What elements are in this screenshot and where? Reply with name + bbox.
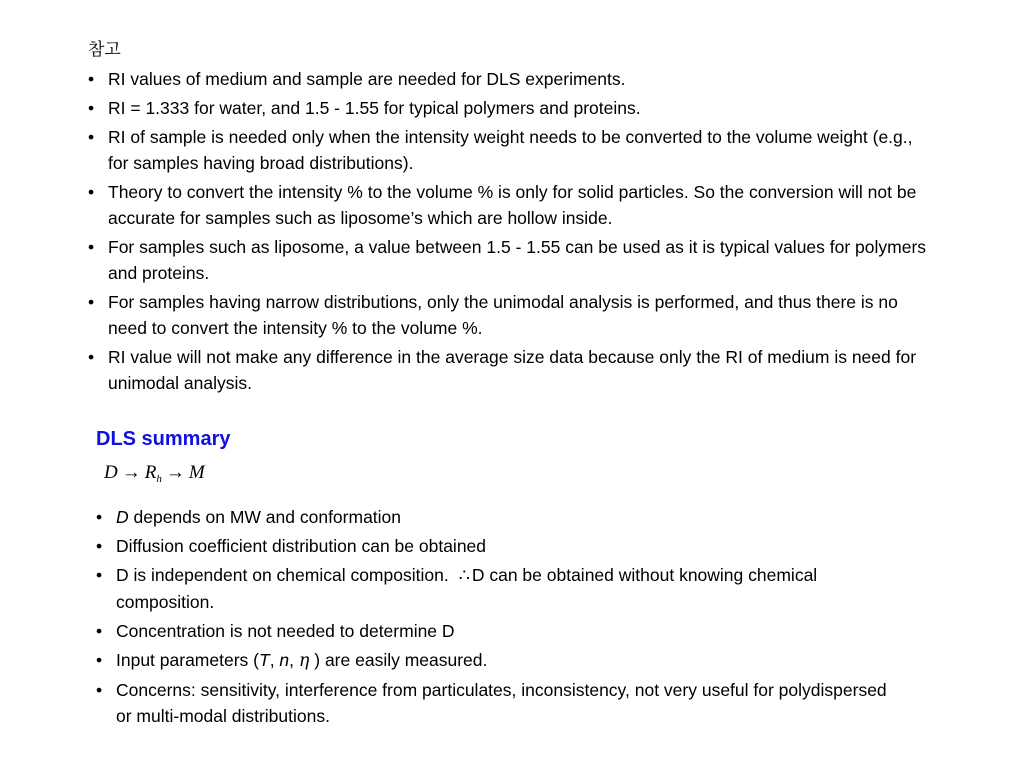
list-item — [96, 533, 896, 559]
list-item-text: For samples such as liposome, a value between 1.5 - 1.55 can be used as it is typical values for polymers and proteins. — [108, 237, 927, 283]
list-item — [88, 344, 928, 396]
list-item — [96, 618, 896, 644]
list-item — [88, 95, 928, 121]
list-item — [88, 66, 928, 92]
bullet-icon: • — [88, 127, 95, 147]
bullet-icon: • — [96, 565, 103, 585]
bullet-icon: • — [88, 347, 95, 367]
list-item-text: D is independent on chemical composition. — [116, 565, 449, 585]
summary-list — [96, 504, 896, 732]
dls-summary-title: DLS summary — [96, 428, 231, 450]
list-item-text: D can be obtained without knowing chemical composition. — [116, 565, 818, 612]
bullet-icon: • — [88, 237, 95, 257]
list-item-text: Input parameters ( — [116, 650, 259, 670]
list-item-text: Theory to convert the intensity % to the volume % is only for solid particles. So the conversion will not be accurate for samples such as liposome’s which are hollow inside. — [108, 182, 917, 228]
bullet-icon: • — [96, 536, 103, 556]
list-item — [96, 562, 896, 615]
separator: , — [289, 650, 299, 670]
formula-d: D — [104, 462, 118, 483]
list-item-text: RI = 1.333 for water, and 1.5 - 1.55 for typical polymers and proteins. — [108, 98, 641, 118]
list-item — [96, 504, 896, 530]
list-item-text: Concentration is not needed to determine D — [116, 621, 455, 641]
list-item-text: For samples having narrow distributions, only the unimodal analysis is performed, and thus there is no need to convert the intensity % to the volume %. — [108, 292, 898, 338]
bullet-icon: • — [88, 98, 95, 118]
list-item — [96, 677, 896, 729]
therefore-icon: ∴ — [458, 566, 470, 586]
list-item — [88, 179, 928, 231]
list-item — [96, 647, 896, 674]
bullet-icon: • — [88, 182, 95, 202]
list-item-text: RI values of medium and sample are needed for DLS experiments. — [108, 69, 626, 89]
formula-r: R — [144, 462, 157, 483]
list-item-text: Concerns: sensitivity, interference from particulates, inconsistency, not very useful for polydispersed or multi-modal distributions. — [116, 680, 887, 726]
symbol-t: T — [258, 650, 270, 670]
list-item-text: RI of sample is needed only when the intensity weight needs to be converted to the volume weight (e.g., for samples having broad distributions). — [108, 127, 913, 173]
relation-formula — [104, 460, 205, 492]
formula-m: M — [188, 462, 205, 483]
symbol-n: n — [279, 650, 290, 670]
reference-list — [88, 66, 928, 399]
list-item — [88, 234, 928, 286]
bullet-icon: • — [96, 680, 103, 700]
symbol-d: D — [116, 507, 129, 527]
list-item-text: ) are easily measured. — [309, 650, 488, 670]
list-item-text: depends on MW and conformation — [128, 507, 402, 527]
separator: , — [269, 650, 280, 670]
list-item-text: Diffusion coefficient distribution can be obtained — [116, 536, 487, 556]
list-item — [88, 124, 928, 176]
bullet-icon: • — [88, 292, 95, 312]
bullet-icon: • — [88, 69, 95, 89]
bullet-icon: • — [96, 621, 103, 641]
formula-r-subscript: h — [156, 473, 162, 485]
bullet-icon: • — [96, 650, 103, 670]
symbol-eta: η — [298, 651, 310, 671]
list-item — [88, 289, 928, 341]
arrow-icon: → — [165, 462, 185, 483]
arrow-icon: → — [121, 462, 141, 483]
bullet-icon: • — [96, 507, 103, 527]
list-item-text: RI value will not make any difference in the average size data because only the RI of medium is need for unimodal analysis. — [108, 347, 917, 393]
reference-title: 참고 — [88, 40, 121, 60]
